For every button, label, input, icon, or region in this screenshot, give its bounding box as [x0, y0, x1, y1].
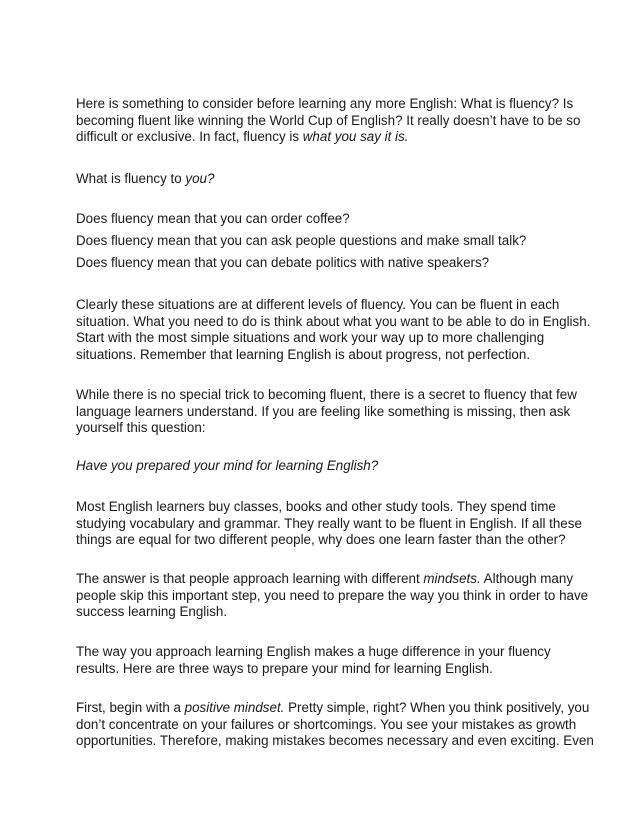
secret-paragraph: [76, 387, 576, 437]
approach-paragraph: [76, 644, 576, 677]
text-line: [76, 171, 576, 188]
text-line: While there is no special trick to becoming fluent, there is a secret to fluency that few: [76, 387, 577, 402]
text-line: The way you approach learning English makes a huge difference in your fluency: [76, 644, 551, 659]
text-line: results. Here are three ways to prepare your mind for learning English.: [76, 660, 493, 676]
text-line: Start with the most simple situations and work your way up to more challenging: [76, 330, 545, 345]
text-line: Most English learners buy classes, books and other study tools. They spend time: [76, 499, 556, 514]
emphasis-text: Have you prepared your mind for learning English?: [76, 458, 379, 473]
text-span: First, begin with a: [76, 700, 185, 715]
text-line: opportunities. Therefore, making mistakes becomes necessary and even exciting. Even: [76, 733, 594, 748]
text-span: What is fluency to: [76, 171, 186, 186]
text-line: situation. What you need to do is think about what you want to be able to do in English.: [76, 313, 591, 329]
text-line: [76, 700, 590, 717]
fluency-question-3: [76, 255, 576, 272]
text-line: people skip this important step, you need to prepare the way you think in order to have: [76, 587, 589, 603]
text-line: yourself this question:: [76, 420, 206, 435]
text-line: Does fluency mean that you can debate politics with native speakers?: [76, 255, 490, 270]
learners-paragraph: [76, 499, 582, 549]
text-line: Does fluency mean that you can ask people questions and make small talk?: [76, 233, 527, 248]
emphasis-text: mindsets.: [423, 571, 481, 586]
question-heading: [76, 171, 576, 188]
text-line: Clearly these situations are at different levels of fluency. You can be fluent in each: [76, 297, 560, 312]
fluency-question-2: [76, 233, 576, 250]
text-line: studying vocabulary and grammar. They really want to be fluent in English. If all these: [76, 515, 582, 531]
text-line: [76, 129, 576, 146]
text-line: becoming fluent like winning the World Cup of English? It really doesn’t have to be so: [76, 112, 581, 128]
mindsets-paragraph: [76, 571, 589, 621]
positive-mindset-paragraph: [76, 700, 594, 750]
text-line: [76, 571, 576, 588]
mind-question: [76, 458, 576, 475]
text-line: success learning English.: [76, 604, 228, 619]
intro-paragraph: [76, 96, 581, 146]
text-span: Although many: [480, 571, 574, 586]
emphasis-text: what you say it is.: [302, 129, 409, 144]
text-span: difficult or exclusive. In fact, fluency is: [76, 129, 303, 144]
emphasis-text: you?: [185, 171, 215, 186]
text-line: language learners understand. If you are feeling like something is missing, then ask: [76, 403, 571, 419]
fluency-question-1: [76, 211, 576, 228]
text-line: don’t concentrate on your failures or shortcomings. You see your mistakes as growth: [76, 716, 577, 732]
text-span: Pretty simple, right? When you think positively, you: [284, 700, 590, 715]
text-line: situations. Remember that learning English is about progress, not perfection.: [76, 346, 531, 362]
text-span: The answer is that people approach learning with different: [76, 571, 424, 586]
emphasis-text: positive mindset.: [184, 700, 285, 715]
text-line: Does fluency mean that you can order coffee?: [76, 211, 350, 226]
text-line: Here is something to consider before learning any more English: What is fluency? Is: [76, 96, 574, 111]
text-line: things are equal for two different people, why does one learn faster than the other?: [76, 532, 566, 547]
levels-paragraph: [76, 297, 591, 363]
